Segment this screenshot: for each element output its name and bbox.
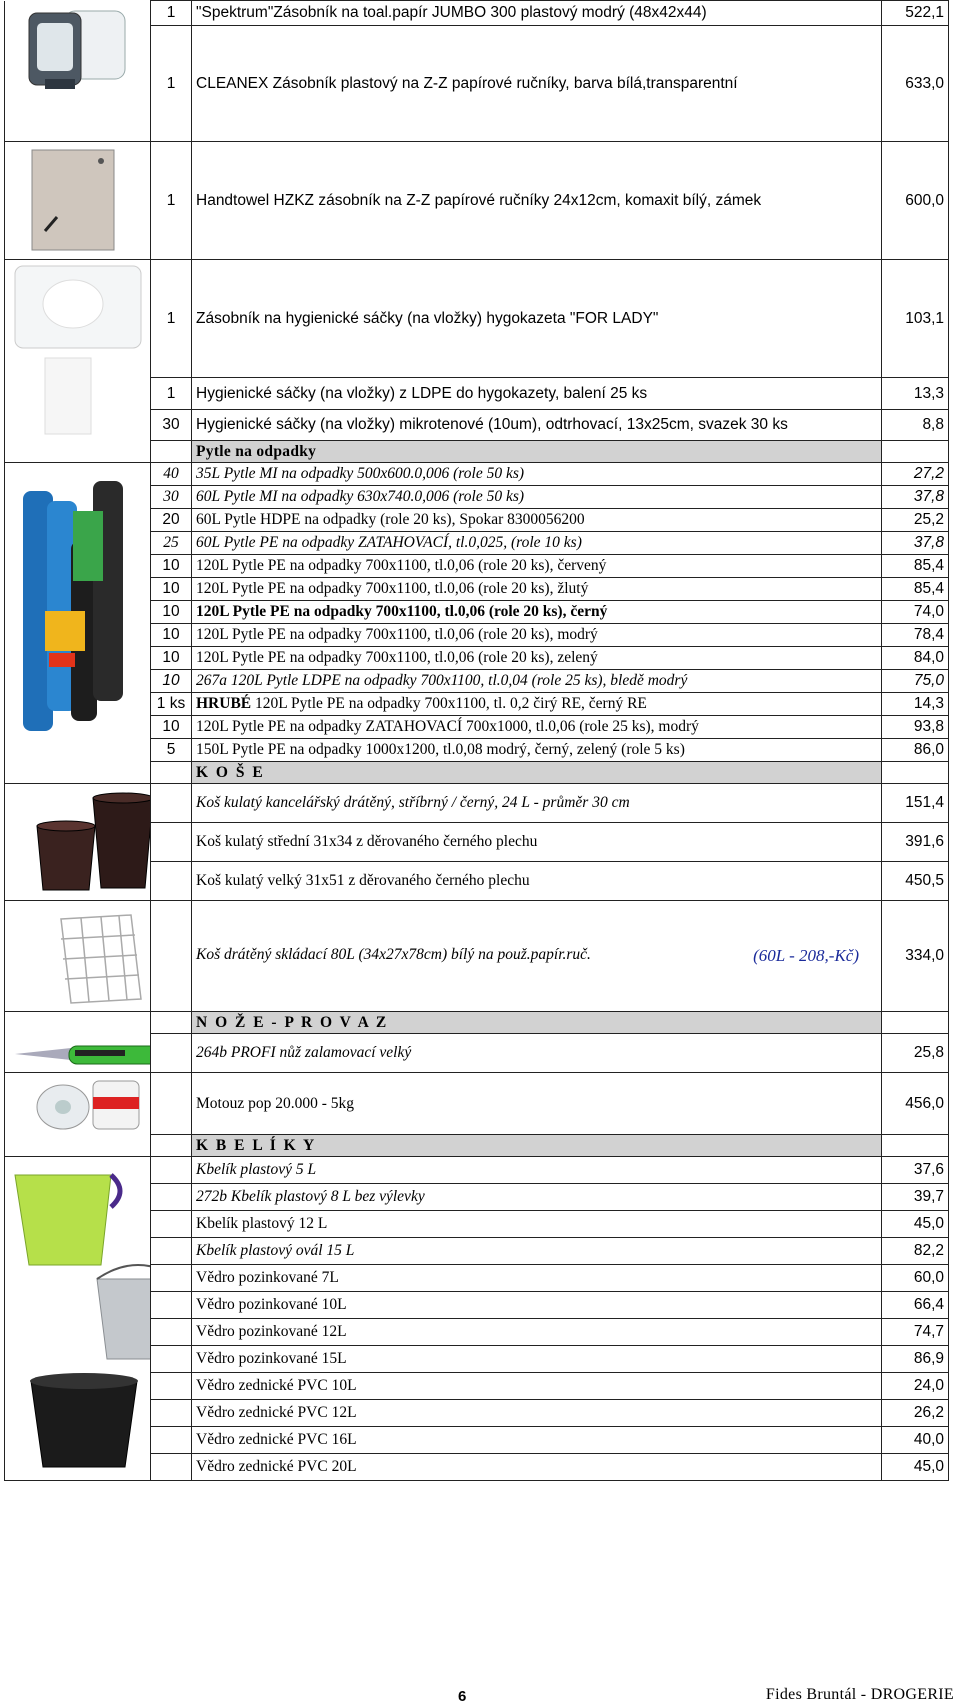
product-image-cell [5, 1157, 151, 1481]
towel-dispenser-image [29, 147, 119, 253]
empty-cell [882, 762, 949, 784]
qty-cell: 1 [151, 378, 192, 410]
empty-cell [882, 1135, 949, 1157]
empty-cell [151, 1135, 192, 1157]
price-cell: 27,2 [882, 463, 949, 486]
qty-cell: 40 [151, 463, 192, 486]
description-cell: Vědro pozinkované 10L [192, 1292, 882, 1319]
section-title-bins: K O Š E [192, 762, 882, 784]
price-cell: 334,0 [882, 901, 949, 1012]
description-cell: CLEANEX Zásobník plastový na Z-Z papírové ručníky, barva bílá,transparentní [192, 26, 882, 142]
empty-cell [151, 862, 192, 901]
price-cell: 85,4 [882, 555, 949, 578]
description-cell: 60L Pytle MI na odpadky 630x740.0,006 (role 50 ks) [192, 486, 882, 509]
qty-cell: 10 [151, 647, 192, 670]
price-cell: 82,2 [882, 1238, 949, 1265]
product-image-cell [5, 142, 151, 260]
description-cell: Vědro pozinkované 12L [192, 1319, 882, 1346]
price-cell: 86,9 [882, 1346, 949, 1373]
company-footer: Fides Bruntál - DROGERIE [765, 1686, 954, 1703]
description-cell [192, 901, 882, 1012]
empty-cell [151, 1034, 192, 1073]
empty-cell [151, 901, 192, 1012]
price-cell: 522,1 [882, 1, 949, 26]
description-cell: Kbelík plastový 12 L [192, 1211, 882, 1238]
buckets-image [11, 1161, 151, 1479]
price-cell: 74,0 [882, 601, 949, 624]
description-cell: Koš kulatý kancelářský drátěný, stříbrný / černý, 24 L - průměr 30 cm [192, 784, 882, 823]
section-heading-row [5, 441, 949, 463]
price-cell: 37,8 [882, 532, 949, 555]
description-cell: 264b PROFI nůž zalamovací velký [192, 1034, 882, 1073]
price-cell: 86,0 [882, 739, 949, 762]
empty-cell [151, 1238, 192, 1265]
empty-cell [151, 1454, 192, 1481]
description-cell: Koš kulatý velký 31x51 z děrovaného černého plechu [192, 862, 882, 901]
qty-cell: 1 [151, 1, 192, 26]
empty-cell [5, 1135, 151, 1157]
empty-cell [151, 1012, 192, 1034]
product-image-cell [5, 463, 151, 762]
qty-cell: 10 [151, 624, 192, 647]
table-row [5, 1157, 949, 1184]
product-image-cell [5, 901, 151, 1012]
qty-cell: 30 [151, 486, 192, 509]
empty-cell [151, 823, 192, 862]
utility-knife-image [11, 1040, 151, 1070]
price-cell: 78,4 [882, 624, 949, 647]
empty-cell [151, 762, 192, 784]
description-cell: Vědro zednické PVC 16L [192, 1427, 882, 1454]
table-row [5, 463, 949, 486]
price-cell: 84,0 [882, 647, 949, 670]
empty-cell [151, 1184, 192, 1211]
price-cell: 37,8 [882, 486, 949, 509]
description-cell: Vědro zednické PVC 20L [192, 1454, 882, 1481]
section-heading-row [5, 762, 949, 784]
qty-cell: 10 [151, 716, 192, 739]
price-table [4, 0, 949, 1481]
description-cell: 60L Pytle HDPE na odpadky (role 20 ks), Spokar 8300056200 [192, 509, 882, 532]
toilet-paper-dispenser-image [21, 5, 133, 115]
description-cell: Vědro zednické PVC 10L [192, 1373, 882, 1400]
bin-desc: Koš drátěný skládací 80L (34x27x78cm) bílý na použ.papír.ruč. [196, 946, 591, 963]
description-cell: "Spektrum"Zásobník na toal.papír JUMBO 300 plastový modrý (48x42x44) [192, 1, 882, 26]
table-row [5, 1073, 949, 1135]
wire-basket-image [51, 909, 151, 1005]
empty-cell [151, 1400, 192, 1427]
price-cell: 103,1 [882, 260, 949, 378]
price-cell: 450,5 [882, 862, 949, 901]
empty-cell [5, 441, 151, 463]
section-heading-row [5, 1012, 949, 1034]
description-cell: Hygienické sáčky (na vložky) z LDPE do hygokazety, balení 25 ks [192, 378, 882, 410]
price-cell: 66,4 [882, 1292, 949, 1319]
description-cell: Handtowel HZKZ zásobník na Z-Z papírové ručníky 24x12cm, komaxit bílý, zámek [192, 142, 882, 260]
description-cell: 272b Kbelík plastový 8 L bez výlevky [192, 1184, 882, 1211]
description-cell [192, 693, 882, 716]
description-cell: 120L Pytle PE na odpadky 700x1100, tl.0,06 (role 20 ks), červený [192, 555, 882, 578]
description-cell: 267a 120L Pytle LDPE na odpadky 700x1100, tl.0,04 (role 25 ks), bledě modrý [192, 670, 882, 693]
price-cell: 25,8 [882, 1034, 949, 1073]
product-image-cell [5, 260, 151, 441]
product-image-cell [5, 1073, 151, 1135]
price-cell: 391,6 [882, 823, 949, 862]
empty-cell [151, 1427, 192, 1454]
table-row [5, 260, 949, 378]
table-row [5, 1034, 949, 1073]
description-cell: 150L Pytle PE na odpadky 1000x1200, tl.0,08 modrý, černý, zelený (role 5 ks) [192, 739, 882, 762]
empty-cell [5, 762, 151, 784]
garbage-bags-image [19, 471, 139, 741]
price-cell: 13,3 [882, 378, 949, 410]
description-cell: Vědro pozinkované 15L [192, 1346, 882, 1373]
price-cell: 60,0 [882, 1265, 949, 1292]
qty-cell: 5 [151, 739, 192, 762]
qty-cell: 30 [151, 410, 192, 441]
price-cell: 151,4 [882, 784, 949, 823]
price-cell: 456,0 [882, 1073, 949, 1135]
hygiene-bag-dispenser-image [13, 264, 143, 436]
twine-spool-image [35, 1077, 143, 1131]
qty-cell: 1 ks [151, 693, 192, 716]
description-cell: Koš kulatý střední 31x34 z děrovaného černého plechu [192, 823, 882, 862]
bin-price-note: (60L - 208,-Kč) [753, 946, 859, 965]
description-cell: Kbelík plastový ovál 15 L [192, 1238, 882, 1265]
qty-cell: 25 [151, 532, 192, 555]
empty-cell [151, 1073, 192, 1135]
description-cell: 35L Pytle MI na odpadky 500x600.0,006 (role 50 ks) [192, 463, 882, 486]
price-cell: 93,8 [882, 716, 949, 739]
section-title-knives: N O Ž E - P R O V A Z [192, 1012, 882, 1034]
price-cell: 45,0 [882, 1211, 949, 1238]
description-cell: 120L Pytle PE na odpadky 700x1100, tl.0,06 (role 20 ks), modrý [192, 624, 882, 647]
empty-cell [151, 1292, 192, 1319]
section-title-buckets: K B E L Í K Y [192, 1135, 882, 1157]
desc-rest: 120L Pytle PE na odpadky 700x1100, tl. 0,2 čirý RE, černý RE [251, 695, 647, 712]
description-cell: 120L Pytle PE na odpadky ZATAHOVACÍ 700x1000, tl.0,06 (role 25 ks), modrý [192, 716, 882, 739]
qty-cell: 10 [151, 578, 192, 601]
description-cell: Vědro pozinkované 7L [192, 1265, 882, 1292]
price-cell: 25,2 [882, 509, 949, 532]
section-title-bags: Pytle na odpadky [192, 441, 882, 463]
page-number: 6 [458, 1688, 467, 1705]
mesh-bins-image [33, 790, 151, 894]
price-cell: 39,7 [882, 1184, 949, 1211]
table-row [5, 1, 949, 26]
empty-cell [151, 1265, 192, 1292]
table-row [5, 901, 949, 1012]
qty-cell: 1 [151, 260, 192, 378]
price-cell: 45,0 [882, 1454, 949, 1481]
price-cell: 40,0 [882, 1427, 949, 1454]
empty-cell [151, 441, 192, 463]
qty-cell: 1 [151, 142, 192, 260]
description-cell: Kbelík plastový 5 L [192, 1157, 882, 1184]
empty-cell [882, 441, 949, 463]
product-image-cell [5, 1, 151, 142]
price-cell: 633,0 [882, 26, 949, 142]
empty-cell [882, 1012, 949, 1034]
qty-cell: 20 [151, 509, 192, 532]
description-cell: 120L Pytle PE na odpadky 700x1100, tl.0,06 (role 20 ks), zelený [192, 647, 882, 670]
empty-cell [151, 784, 192, 823]
qty-cell: 10 [151, 601, 192, 624]
description-cell: 60L Pytle PE na odpadky ZATAHOVACÍ, tl.0,025, (role 10 ks) [192, 532, 882, 555]
description-cell: 120L Pytle PE na odpadky 700x1100, tl.0,06 (role 20 ks), černý [192, 601, 882, 624]
price-cell: 24,0 [882, 1373, 949, 1400]
price-cell: 74,7 [882, 1319, 949, 1346]
section-heading-row [5, 1135, 949, 1157]
table-row [5, 142, 949, 260]
product-image-cell [5, 784, 151, 901]
empty-cell [5, 1012, 151, 1034]
price-cell: 85,4 [882, 578, 949, 601]
description-cell: Zásobník na hygienické sáčky (na vložky) hygokazeta "FOR LADY" [192, 260, 882, 378]
description-cell: Vědro zednické PVC 12L [192, 1400, 882, 1427]
empty-cell [151, 1319, 192, 1346]
product-image-cell [5, 1034, 151, 1073]
qty-cell: 10 [151, 555, 192, 578]
empty-cell [151, 1157, 192, 1184]
description-cell: Motouz pop 20.000 - 5kg [192, 1073, 882, 1135]
empty-cell [151, 1211, 192, 1238]
price-cell: 600,0 [882, 142, 949, 260]
empty-cell [151, 1346, 192, 1373]
qty-cell: 1 [151, 26, 192, 142]
table-row [5, 784, 949, 823]
price-cell: 8,8 [882, 410, 949, 441]
price-cell: 75,0 [882, 670, 949, 693]
price-cell: 26,2 [882, 1400, 949, 1427]
description-cell: 120L Pytle PE na odpadky 700x1100, tl.0,06 (role 20 ks), žlutý [192, 578, 882, 601]
qty-cell: 10 [151, 670, 192, 693]
description-cell: Hygienické sáčky (na vložky) mikrotenové (10um), odtrhovací, 13x25cm, svazek 30 ks [192, 410, 882, 441]
price-cell: 37,6 [882, 1157, 949, 1184]
desc-bold-prefix: HRUBÉ [196, 695, 252, 712]
empty-cell [151, 1373, 192, 1400]
price-cell: 14,3 [882, 693, 949, 716]
